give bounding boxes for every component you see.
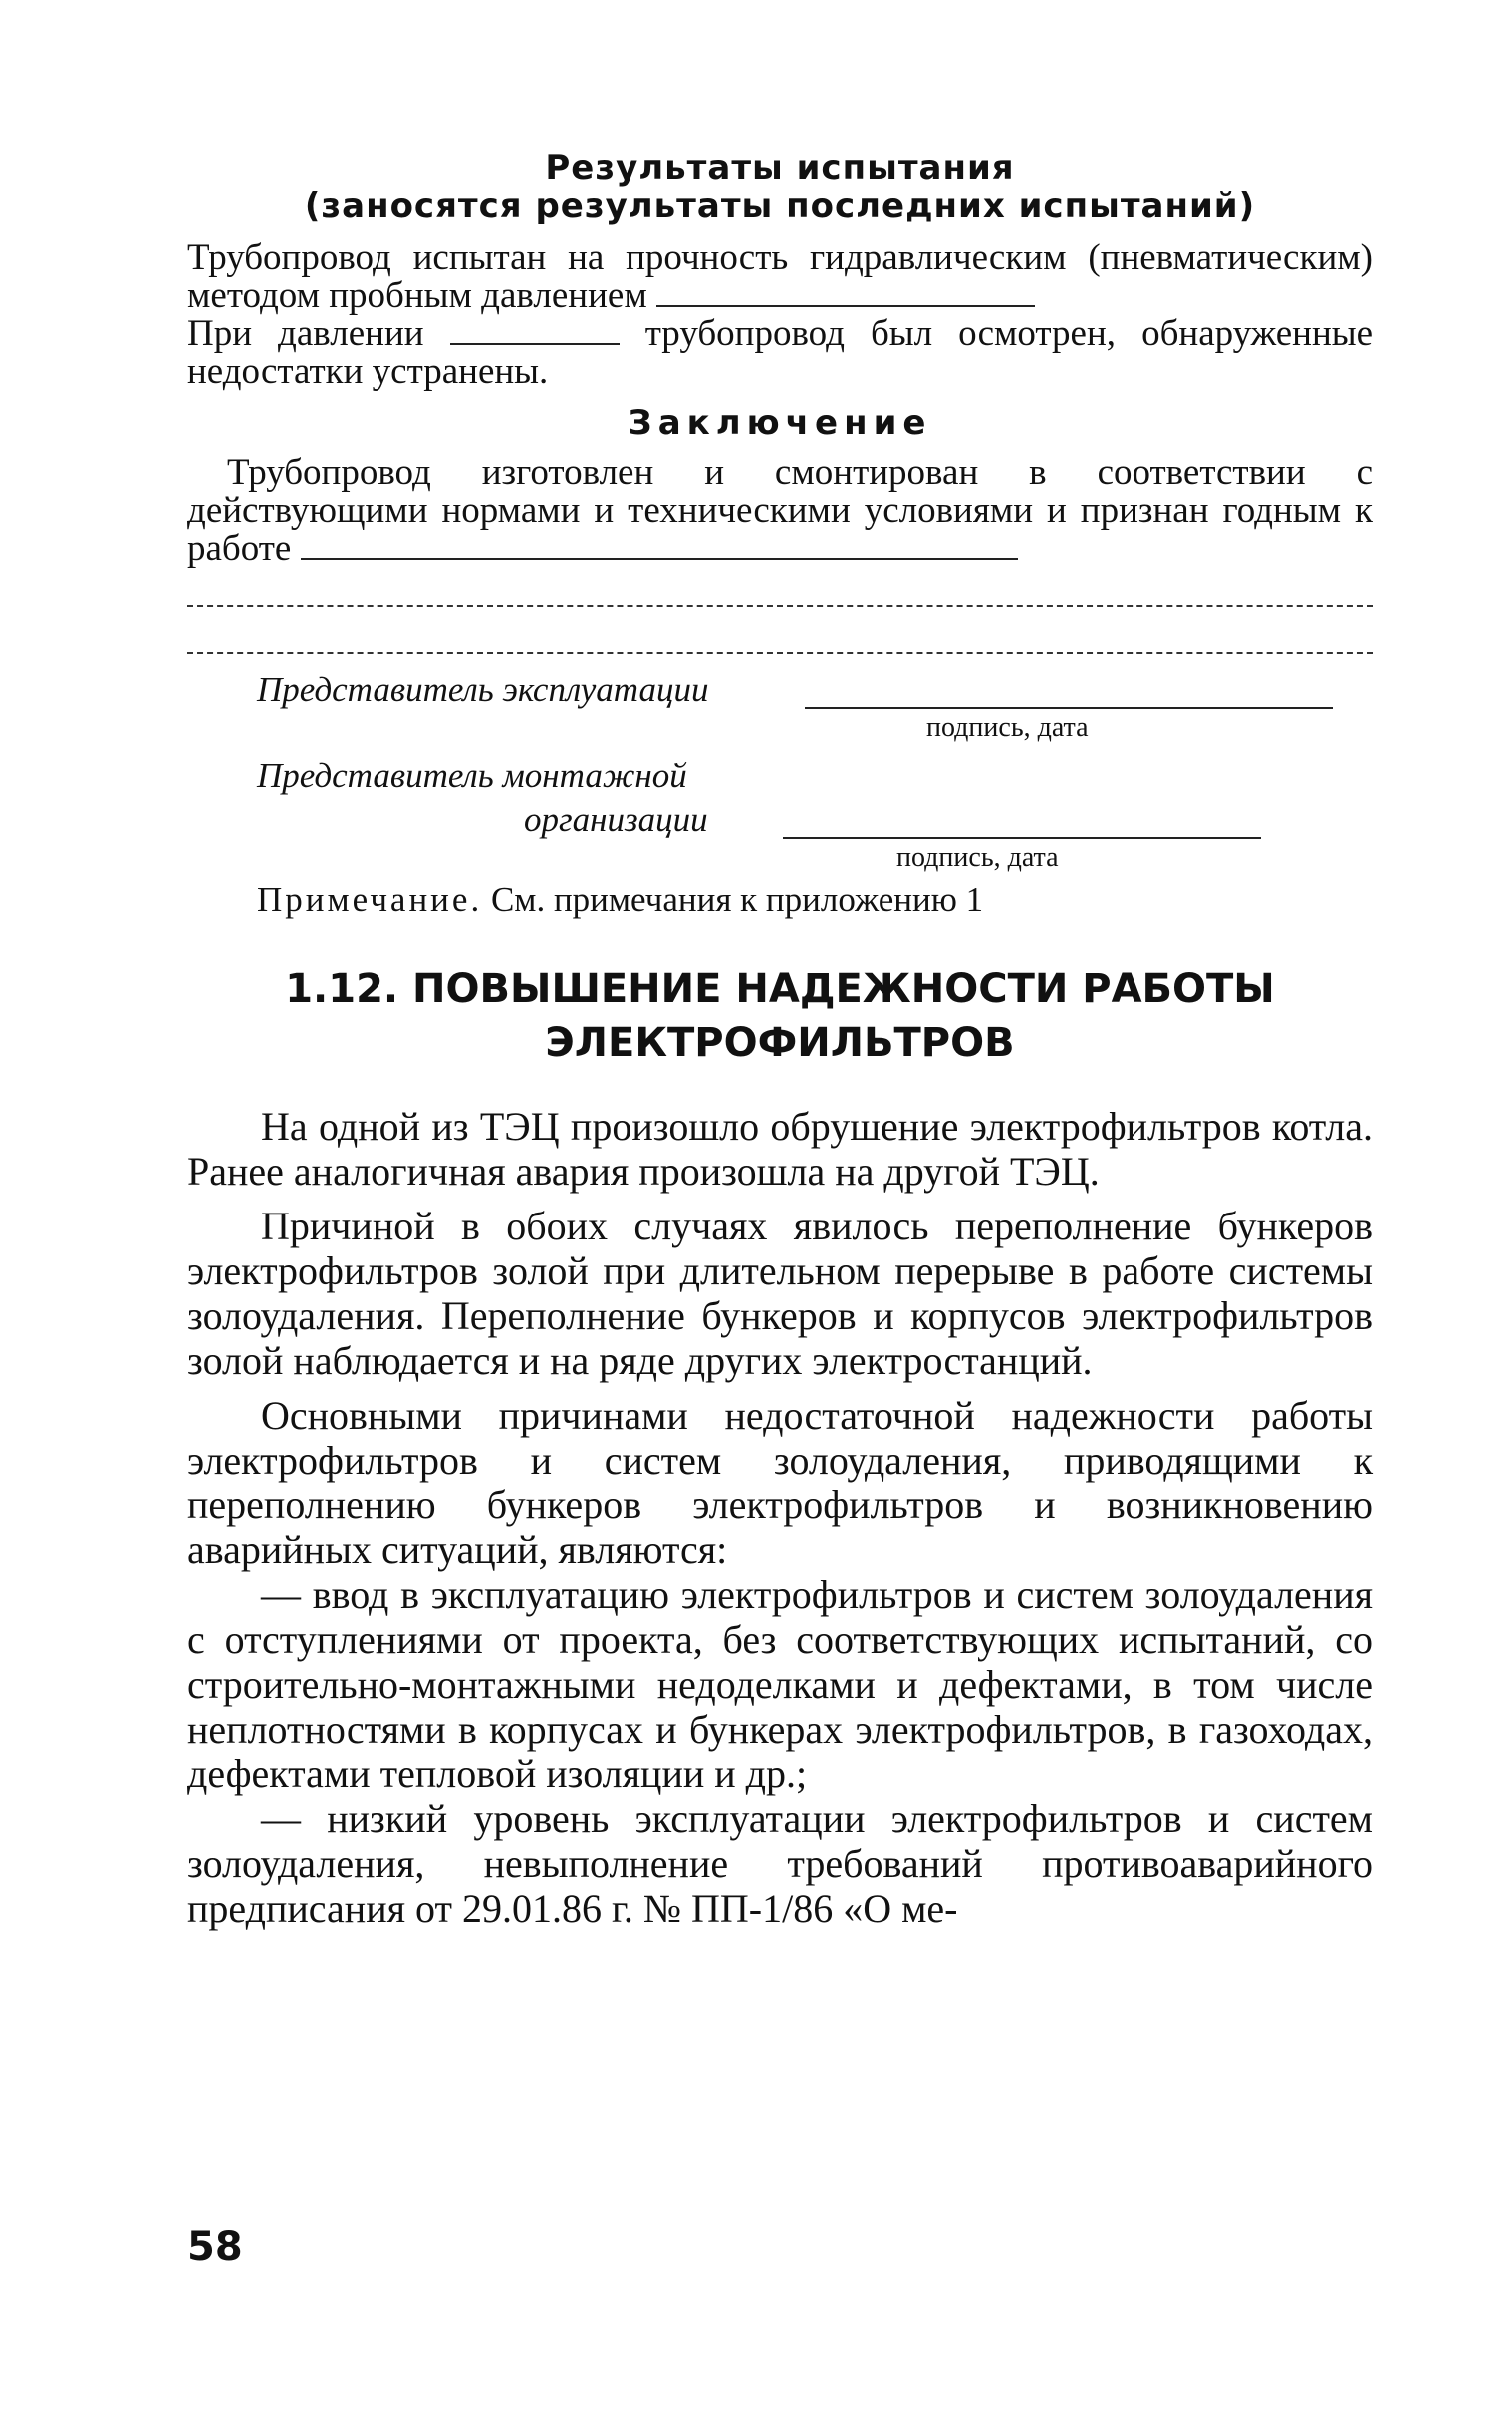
results-paragraph-2 [187,315,1373,391]
results-paragraph-1-text: Трубопровод испытан на прочность гидравлическим (пневматическим) методом пробным давлением [187,237,1373,316]
pressure-value-blank [450,315,620,345]
section-heading-line-1: 1.12. ПОВЫШЕНИЕ НАДЕЖНОСТИ РАБОТЫ [285,966,1275,1012]
pressure-blank [656,277,1035,307]
installer-caption: подпись, дата [896,842,1059,873]
section-paragraph-1: На одной из ТЭЦ произошло обрушение электрофильтров котла. Ранее аналогичная авария произошла на другой ТЭЦ. [187,1104,1373,1194]
section-paragraph-3: Основными причинами недостаточной надежности работы электрофильтров и систем золоудаления, приводящими к переполнению бункеров электрофильтров и возникновению аварийных ситуаций, являются: [187,1393,1373,1572]
results-paragraph-2-start: При давлении [187,313,424,354]
conclusion-title: Заключение [628,404,932,443]
results-paragraph-2-end: трубопровод был осмотрен, обнаруженные недостатки устранены. [187,313,1374,392]
section-paragraph-4: — ввод в эксплуатацию электрофильтров и систем золоудаления с отступлениями от проекта, без соответствующих испытаний, со строительно-монтажными недоделками и дефектами, в том числе неплотностями в корпусах и бункерах электрофильтров, в газоходах, дефектами тепловой изоляции и др.; [187,1572,1373,1796]
results-title: Результаты испытания [545,148,1015,188]
operator-caption: подпись, дата [926,712,1089,743]
installer-label-2: организации [524,800,708,839]
installer-signature-line [783,809,1261,839]
installer-label-1: Представитель монтажной [257,756,687,795]
section-paragraph-5: — низкий уровень эксплуатации электрофильтров и систем золоудаления, невыполнение требований противоаварийного предписания от 29.01.86 г. № ПП-1/86 «О ме- [187,1796,1373,1931]
installer-signature-row [187,756,1373,873]
results-subtitle: (заносятся результаты последних испытаний) [304,186,1256,226]
results-paragraph-1 [187,239,1373,315]
document-page [187,149,1373,1931]
note [257,881,1373,919]
section-paragraph-2: Причиной в обоих случаях явилось переполнение бункеров электрофильтров золой при длительном перерыве в работе системы золоудаления. Переполнение бункеров и корпусов электрофильтров золой наблюдается и на ряде других электростанций. [187,1204,1373,1383]
conclusion-text: Трубопровод изготовлен и смонтирован в соответствии с действующими нормами и техническими условиями и признан годным к работе [187,452,1373,569]
operator-signature-line [805,679,1333,709]
conclusion-dash-line-1 [187,604,1373,607]
conclusion-dash-line-2 [187,651,1373,654]
page-number: 58 [187,2224,243,2270]
note-label: Примечание. [257,880,483,919]
conclusion-paragraph [187,454,1373,568]
conclusion-blank [301,530,1018,560]
operator-label: Представитель эксплуатации [257,671,709,709]
section-heading-line-2: ЭЛЕКТРОФИЛЬТРОВ [545,1020,1015,1066]
operator-signature-row [187,672,1373,757]
note-text: См. примечания к приложению 1 [490,880,984,919]
